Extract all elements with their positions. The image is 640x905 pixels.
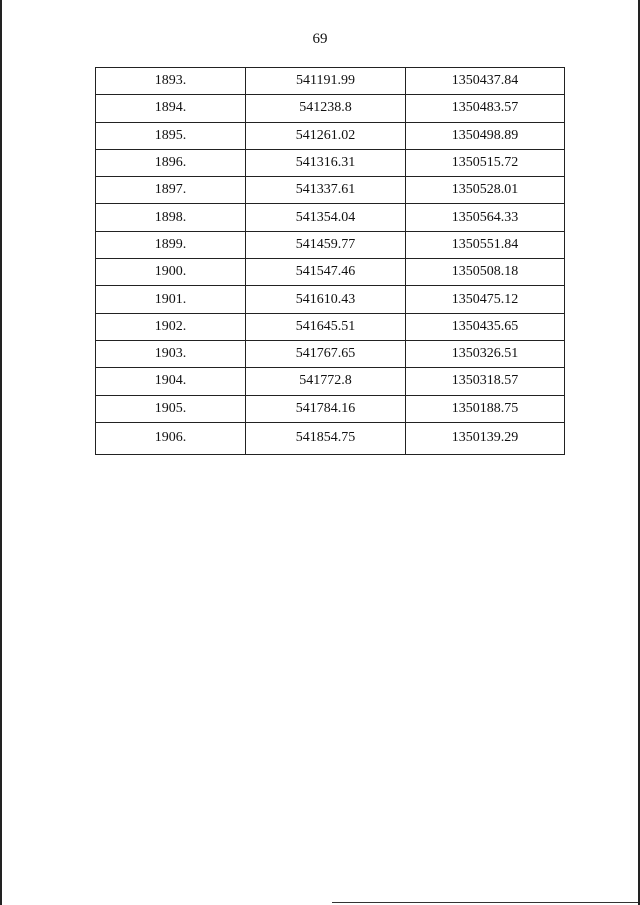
y-coordinate-cell: 1350435.65 bbox=[406, 313, 565, 340]
x-coordinate-cell: 541610.43 bbox=[246, 286, 406, 313]
point-id-cell: 1899. bbox=[96, 231, 246, 258]
y-coordinate-cell: 1350528.01 bbox=[406, 177, 565, 204]
y-coordinate-cell: 1350498.89 bbox=[406, 122, 565, 149]
point-id-cell: 1901. bbox=[96, 286, 246, 313]
x-coordinate-cell: 541772.8 bbox=[246, 368, 406, 395]
y-coordinate-cell: 1350139.29 bbox=[406, 422, 565, 454]
table-row bbox=[96, 95, 565, 122]
x-coordinate-cell: 541354.04 bbox=[246, 204, 406, 231]
table-row bbox=[96, 313, 565, 340]
x-coordinate-cell: 541316.31 bbox=[246, 149, 406, 176]
coordinates-table bbox=[95, 67, 565, 455]
table-row bbox=[96, 231, 565, 258]
x-coordinate-cell: 541547.46 bbox=[246, 259, 406, 286]
table-row bbox=[96, 368, 565, 395]
point-id-cell: 1898. bbox=[96, 204, 246, 231]
point-id-cell: 1900. bbox=[96, 259, 246, 286]
y-coordinate-cell: 1350318.57 bbox=[406, 368, 565, 395]
x-coordinate-cell: 541645.51 bbox=[246, 313, 406, 340]
x-coordinate-cell: 541238.8 bbox=[246, 95, 406, 122]
page-border-left bbox=[0, 0, 2, 905]
table-row bbox=[96, 340, 565, 367]
point-id-cell: 1903. bbox=[96, 340, 246, 367]
table-row bbox=[96, 149, 565, 176]
x-coordinate-cell: 541854.75 bbox=[246, 422, 406, 454]
y-coordinate-cell: 1350483.57 bbox=[406, 95, 565, 122]
x-coordinate-cell: 541784.16 bbox=[246, 395, 406, 422]
point-id-cell: 1894. bbox=[96, 95, 246, 122]
y-coordinate-cell: 1350437.84 bbox=[406, 68, 565, 95]
y-coordinate-cell: 1350551.84 bbox=[406, 231, 565, 258]
y-coordinate-cell: 1350475.12 bbox=[406, 286, 565, 313]
y-coordinate-cell: 1350515.72 bbox=[406, 149, 565, 176]
table-row bbox=[96, 122, 565, 149]
page-border-bottom bbox=[332, 902, 638, 903]
x-coordinate-cell: 541191.99 bbox=[246, 68, 406, 95]
point-id-cell: 1905. bbox=[96, 395, 246, 422]
point-id-cell: 1904. bbox=[96, 368, 246, 395]
table-row bbox=[96, 68, 565, 95]
x-coordinate-cell: 541337.61 bbox=[246, 177, 406, 204]
point-id-cell: 1902. bbox=[96, 313, 246, 340]
point-id-cell: 1897. bbox=[96, 177, 246, 204]
x-coordinate-cell: 541261.02 bbox=[246, 122, 406, 149]
point-id-cell: 1895. bbox=[96, 122, 246, 149]
y-coordinate-cell: 1350508.18 bbox=[406, 259, 565, 286]
coordinates-table-body bbox=[96, 68, 565, 455]
point-id-cell: 1896. bbox=[96, 149, 246, 176]
point-id-cell: 1906. bbox=[96, 422, 246, 454]
x-coordinate-cell: 541767.65 bbox=[246, 340, 406, 367]
table-row bbox=[96, 422, 565, 454]
table-row bbox=[96, 259, 565, 286]
table-row bbox=[96, 395, 565, 422]
y-coordinate-cell: 1350326.51 bbox=[406, 340, 565, 367]
x-coordinate-cell: 541459.77 bbox=[246, 231, 406, 258]
table-row bbox=[96, 177, 565, 204]
y-coordinate-cell: 1350188.75 bbox=[406, 395, 565, 422]
y-coordinate-cell: 1350564.33 bbox=[406, 204, 565, 231]
point-id-cell: 1893. bbox=[96, 68, 246, 95]
table-row bbox=[96, 204, 565, 231]
table-row bbox=[96, 286, 565, 313]
page-number: 69 bbox=[312, 31, 328, 47]
